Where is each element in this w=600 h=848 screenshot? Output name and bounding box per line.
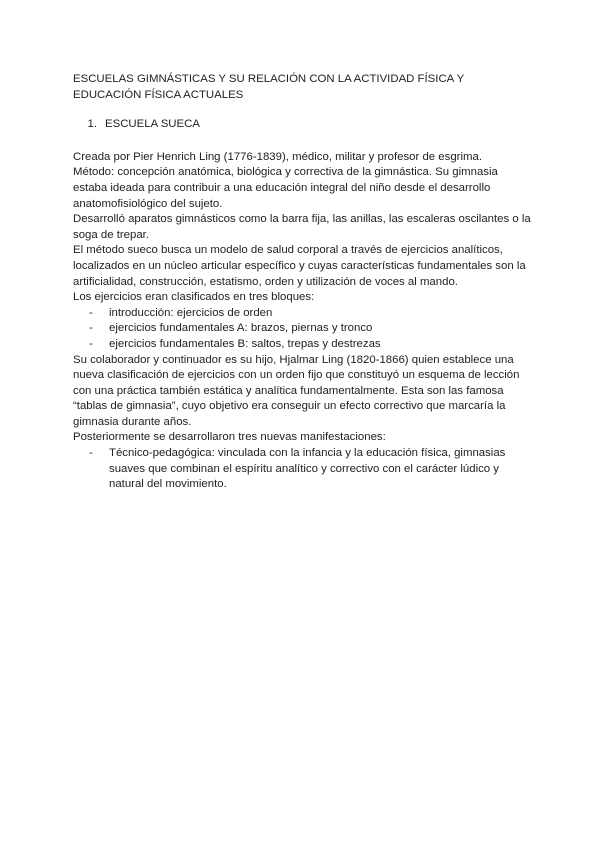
list-item-text: ejercicios fundamentales B: saltos, trepas y destrezas [109,337,381,350]
list-item [73,337,533,353]
list-bullet: - [89,322,93,335]
list-bullet: - [89,447,93,460]
paragraph-apparatus: Desarrolló aparatos gimnásticos como la barra fija, las anillas, las escaleras oscilantes o la soga de trepar. [73,213,531,241]
manifestations-list [73,446,533,493]
list-bullet: - [89,337,93,350]
blocks-list [73,306,533,353]
list-item-text: Técnico-pedagógica: vinculada con la infancia y la educación física, gimnasias suaves que combinan el espíritu analítico y correctivo con el carácter lúdico y natural del movimiento. [109,447,506,491]
paragraph-manifestations-intro: Posteriormente se desarrollaron tres nuevas manifestaciones: [73,431,386,444]
list-item [73,446,533,493]
list-bullet: - [89,306,93,319]
paragraph-hjalmar-ling: Su colaborador y continuador es su hijo, Hjalmar Ling (1820-1866) quien establece una nueva clasificación de ejercicios con un orden fijo que constituyó un esquema de lección con una práctica también estática y analítica fundamentalmente. Esta son las famosa “tablas de gimnasia”, cuyo objetivo era conseguir un efecto correctivo que marcaría la gimnasia durante años. [73,353,520,428]
section-title: ESCUELA SUECA [105,118,200,131]
list-item-text: introducción: ejercicios de orden [109,306,273,319]
list-item-text: ejercicios fundamentales A: brazos, piernas y tronco [109,322,373,335]
paragraph-swedish-method: El método sueco busca un modelo de salud corporal a través de ejercicios analíticos, localizados en un núcleo articular específico y cuyas características fundamentales son la artificialidad, construcción, estatismo, orden y utilización de voces al mando. [73,244,526,288]
list-item [73,306,533,322]
paragraph-method: Método: concepción anatómica, biológica y correctiva de la gimnástica. Su gimnasia estaba ideada para contribuir a una educación integral del niño desde el desarrollo anatomofisiológico del sujeto. [73,166,498,210]
document-body [73,72,533,493]
document-title: ESCUELAS GIMNÁSTICAS Y SU RELACIÓN CON LA ACTIVIDAD FÍSICA Y EDUCACIÓN FÍSICA ACTUALES [73,73,464,101]
section-number: 1. [87,118,97,131]
section-heading [73,117,533,133]
paragraph-founder: Creada por Pier Henrich Ling (1776-1839), médico, militar y profesor de esgrima. [73,150,482,163]
paragraph-blocks-intro: Los ejercicios eran clasificados en tres bloques: [73,291,315,304]
list-item [73,321,533,337]
